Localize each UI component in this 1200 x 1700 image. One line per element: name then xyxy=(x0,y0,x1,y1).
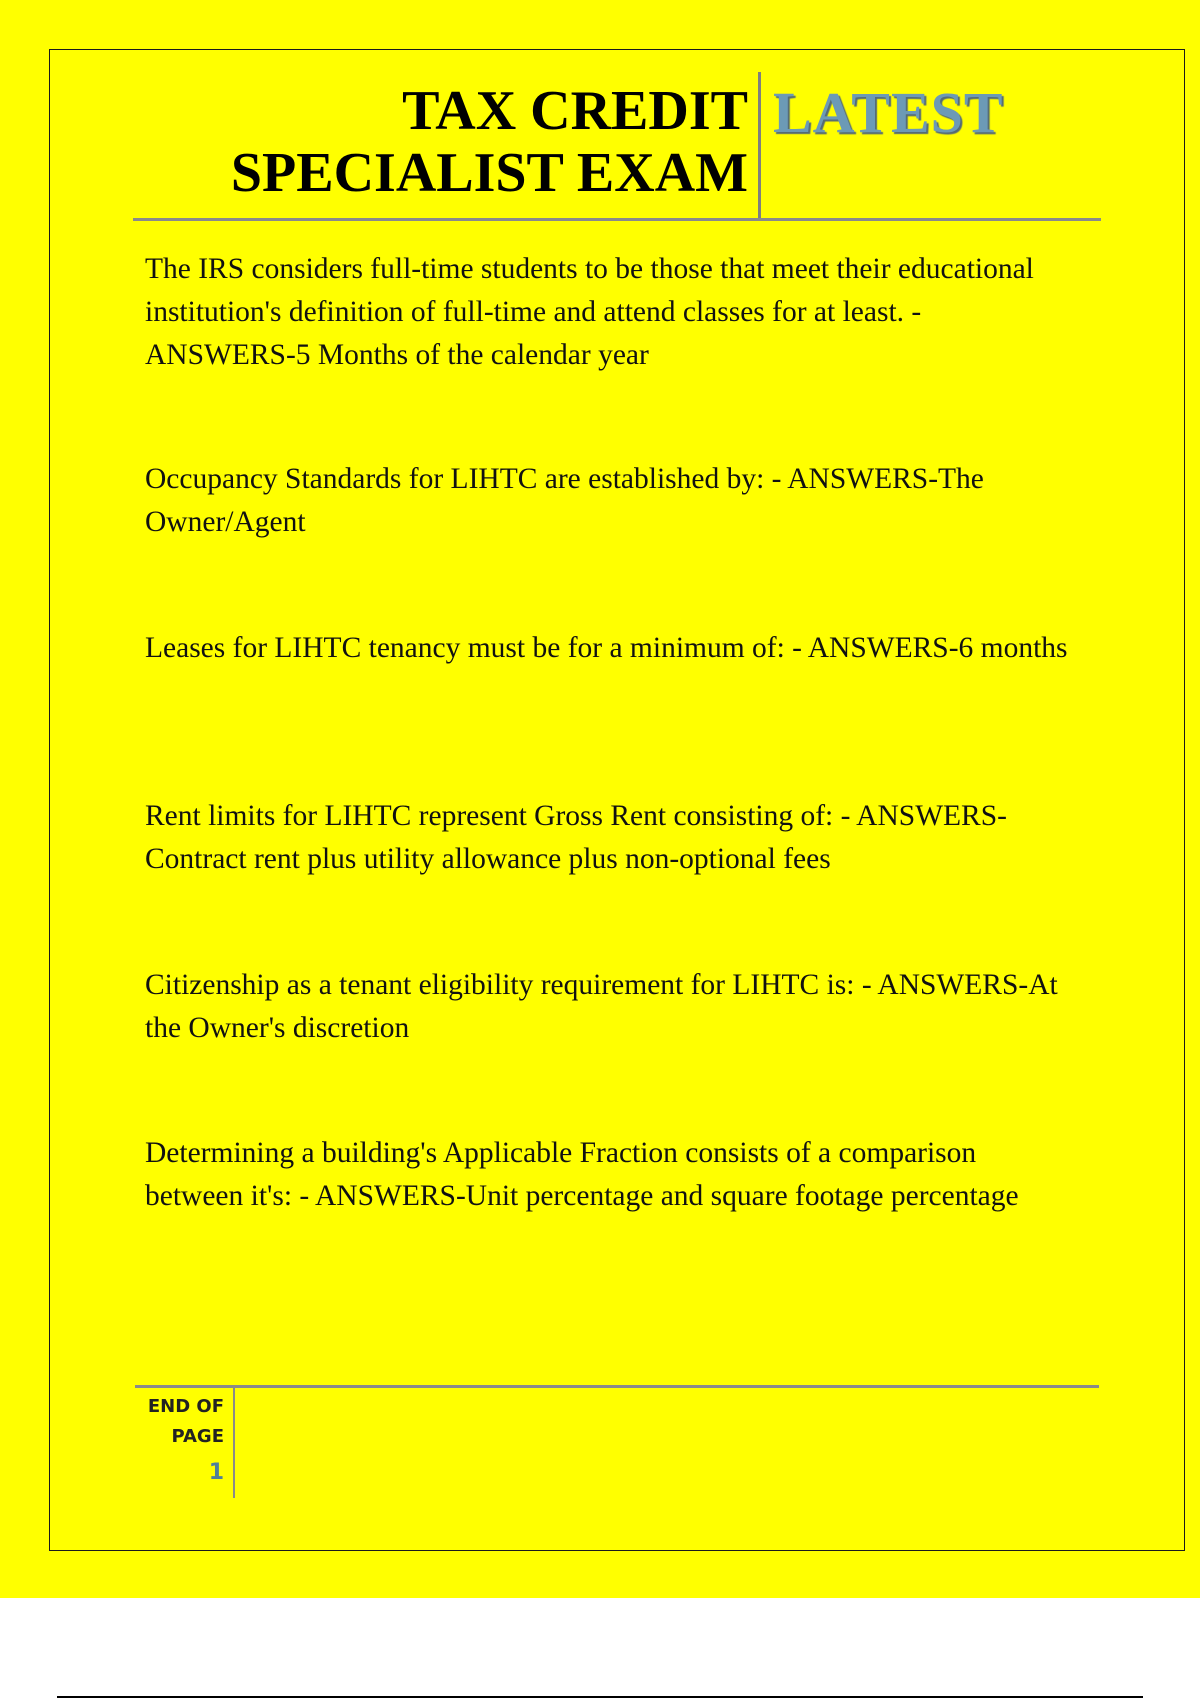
page-number: 1 xyxy=(208,1460,224,1485)
question-2: Occupancy Standards for LIHTC are established by: - ANSWERS-The Owner/Agent xyxy=(145,463,984,538)
title-divider xyxy=(758,72,761,220)
question-3: Leases for LIHTC tenancy must be for a minimum of: - ANSWERS-6 months xyxy=(145,632,1068,664)
latest-tag: LATEST xyxy=(773,80,1004,145)
footer-line-1: END OF xyxy=(147,1396,224,1417)
question-5: Citizenship as a tenant eligibility requirement for LIHTC is: - ANSWERS-At the Owner's discretion xyxy=(145,969,1058,1044)
title-rule xyxy=(133,218,1101,221)
question-4: Rent limits for LIHTC represent Gross Rent consisting of: - ANSWERS-Contract rent plus utility allowance plus non-optional fees xyxy=(145,800,1007,875)
question-6: Determining a building's Applicable Fraction consists of a comparison between it's: - ANSWERS-Unit percentage and square footage percentage xyxy=(145,1137,1019,1212)
title-line-2: SPECIALIST EXAM xyxy=(230,142,748,204)
document-title xyxy=(150,80,748,204)
end-of-page-label xyxy=(120,1392,224,1452)
question-1: The IRS considers full-time students to be those that meet their educational institution's definition of full-time and attend classes for at least. - ANSWERS-5 Months of the calendar year xyxy=(145,253,1034,371)
footer-divider xyxy=(233,1388,235,1498)
footer-rule xyxy=(135,1385,1099,1388)
footer-line-2: PAGE xyxy=(171,1426,224,1447)
bottom-rule xyxy=(57,1696,1143,1698)
title-line-1: TAX CREDIT xyxy=(402,80,748,142)
